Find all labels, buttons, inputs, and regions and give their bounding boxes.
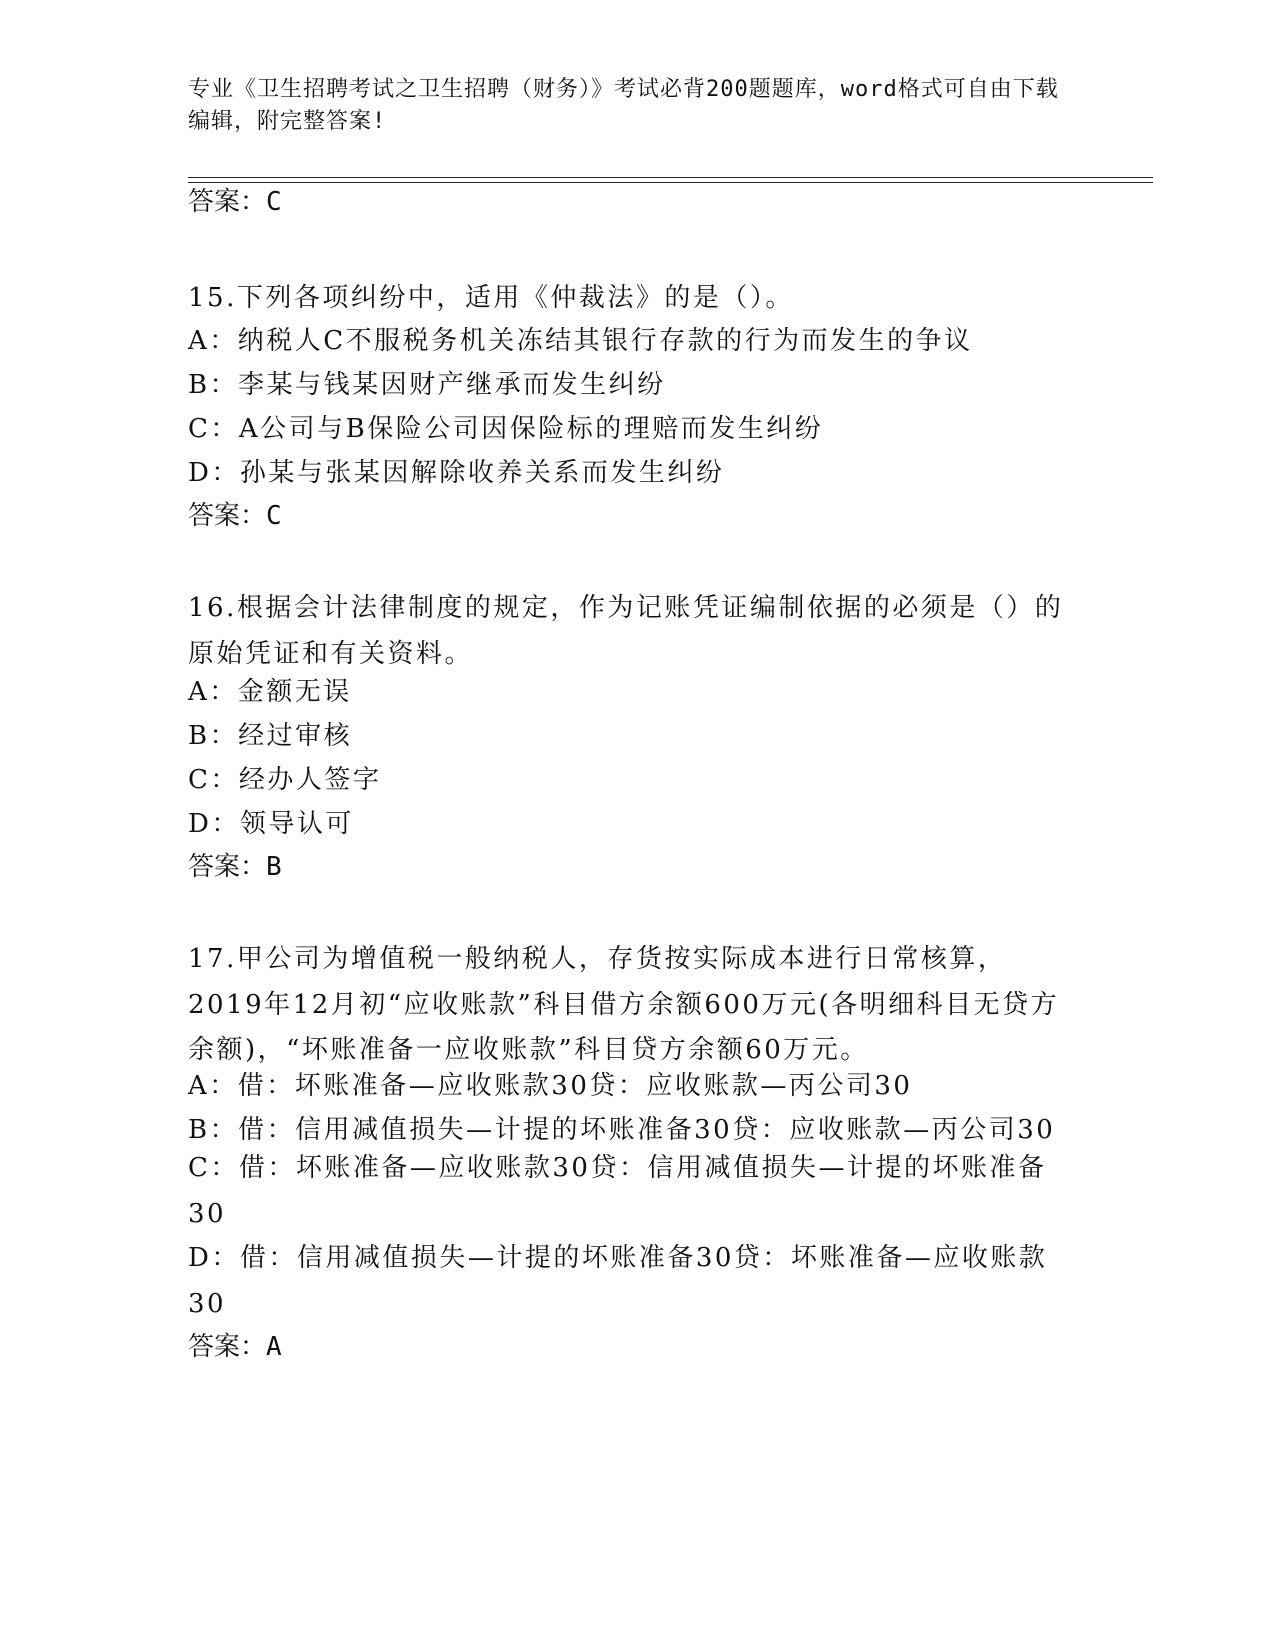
- option-d: D：借：信用减值损失—计提的坏账准备30贷：坏账准备—应收账款30: [188, 1243, 1048, 1319]
- answer-label: 答案：: [188, 187, 267, 217]
- answer-label: 答案：: [188, 1332, 267, 1362]
- option-a: A：借：坏账准备—应收账款30贷：应收账款—丙公司30: [188, 1071, 913, 1101]
- option-d: D：领导认可: [188, 809, 354, 839]
- option-b: B：李某与钱某因财产继承而发生纠纷: [188, 370, 666, 400]
- option-a: A：纳税人C不服税务机关冻结其银行存款的行为而发生的争议: [188, 326, 973, 356]
- answer-value: A: [266, 1332, 282, 1362]
- answer-line: [188, 850, 282, 884]
- answer-label: 答案：: [188, 501, 267, 531]
- header-rule-bottom: [188, 182, 1153, 183]
- answer-value: C: [266, 501, 282, 531]
- answer-line: [188, 1330, 282, 1364]
- question-stem: 16.根据会计法律制度的规定，作为记账凭证编制依据的必须是（）的原始凭证和有关资料。: [188, 593, 1064, 669]
- header-rule-top: [188, 177, 1153, 178]
- option-c: C：经办人签字: [188, 765, 382, 795]
- option-d: D：孙某与张某因解除收养关系而发生纠纷: [188, 458, 725, 488]
- answer-value: C: [266, 187, 282, 217]
- answer-line: [188, 499, 282, 533]
- document-header: 专业《卫生招聘考试之卫生招聘（财务）》考试必背200题题库，word格式可自由下载编辑，附完整答案!: [188, 77, 1059, 134]
- answer-line: [188, 185, 282, 219]
- option-b: B：借：信用减值损失—计提的坏账准备30贷：应收账款—丙公司30: [188, 1115, 1056, 1145]
- option-c: C：A公司与B保险公司因保险标的理赔而发生纠纷: [188, 414, 824, 444]
- option-a: A：金额无误: [188, 677, 352, 707]
- question-stem: 15.下列各项纠纷中，适用《仲裁法》的是（）。: [188, 283, 794, 313]
- answer-value: B: [266, 852, 282, 882]
- answer-label: 答案：: [188, 852, 267, 882]
- question-stem: 17.甲公司为增值税一般纳税人，存货按实际成本进行日常核算，2019年12月初“应收账款”科目借方余额600万元(各明细科目无贷方余额)，“坏账准备一应收账款”科目贷方余额60万元。: [188, 944, 1060, 1065]
- option-c: C：借：坏账准备—应收账款30贷：信用减值损失—计提的坏账准备30: [188, 1153, 1047, 1229]
- option-b: B：经过审核: [188, 721, 353, 751]
